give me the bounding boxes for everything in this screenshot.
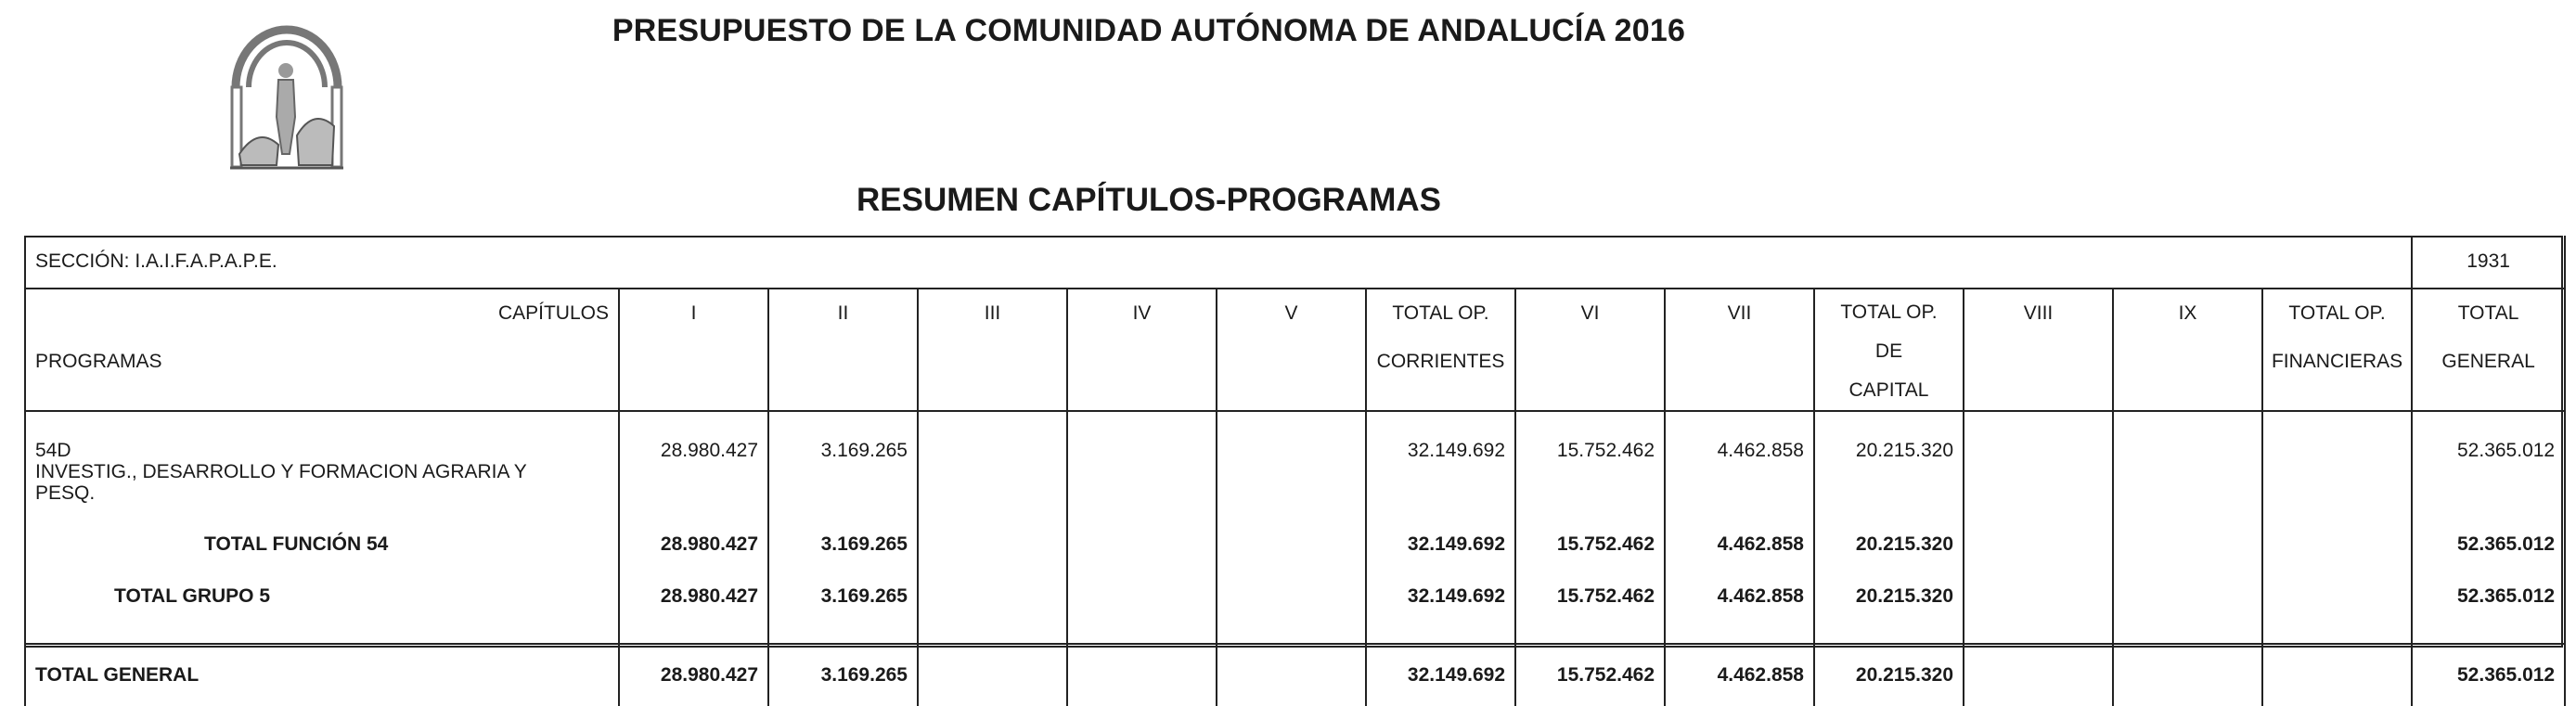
program-total-general: 52.365.012 xyxy=(2412,411,2565,506)
total-funcion-total-general: 52.365.012 xyxy=(2412,506,2565,558)
table-row xyxy=(25,411,2565,506)
program-total-corrientes: 32.149.692 xyxy=(1366,411,1515,506)
total-grupo-vii: 4.462.858 xyxy=(1665,558,1814,610)
total-grupo-i: 28.980.427 xyxy=(619,558,768,610)
header-v: V xyxy=(1217,289,1366,411)
spacer-row xyxy=(25,610,2565,644)
header-viii: VIII xyxy=(1964,289,2113,411)
header-total-general: TOTAL GENERAL xyxy=(2412,289,2565,411)
budget-table xyxy=(24,236,2566,706)
header-i: I xyxy=(619,289,768,411)
total-grupo-label: TOTAL GRUPO 5 xyxy=(25,558,619,610)
program-vii: 4.462.858 xyxy=(1665,411,1814,506)
section-row xyxy=(25,236,2565,289)
total-general-vi: 15.752.462 xyxy=(1515,644,1665,706)
page-title: PRESUPUESTO DE LA COMUNIDAD AUTÓNOMA DE ANDALUCÍA 2016 xyxy=(612,13,1686,48)
program-cell xyxy=(25,411,619,506)
page-subtitle: RESUMEN CAPÍTULOS-PROGRAMAS xyxy=(856,182,1442,218)
total-funcion-ii: 3.169.265 xyxy=(768,506,918,558)
column-header-row xyxy=(25,289,2565,411)
header-total-corrientes: TOTAL OP. CORRIENTES xyxy=(1366,289,1515,411)
program-name: INVESTIG., DESARROLLO Y FORMACION AGRARIA Y PESQ. xyxy=(35,461,527,504)
total-funcion-label: TOTAL FUNCIÓN 54 xyxy=(25,506,619,558)
section-code: 1931 xyxy=(2412,236,2565,289)
total-grupo-total-corrientes: 32.149.692 xyxy=(1366,558,1515,610)
header-vii: VII xyxy=(1665,289,1814,411)
total-general-total-general: 52.365.012 xyxy=(2412,644,2565,706)
program-code: 54D xyxy=(35,440,71,461)
total-general-row xyxy=(25,644,2565,706)
header-ii: II xyxy=(768,289,918,411)
header-capitulos: CAPÍTULOS xyxy=(497,302,609,324)
table-row xyxy=(25,558,2565,610)
program-i: 28.980.427 xyxy=(619,411,768,506)
total-grupo-total-capital: 20.215.320 xyxy=(1814,558,1964,610)
total-general-total-corrientes: 32.149.692 xyxy=(1366,644,1515,706)
total-funcion-total-capital: 20.215.320 xyxy=(1814,506,1964,558)
header-iii: III xyxy=(918,289,1067,411)
total-general-vii: 4.462.858 xyxy=(1665,644,1814,706)
header-ix: IX xyxy=(2113,289,2262,411)
total-grupo-total-general: 52.365.012 xyxy=(2412,558,2565,610)
total-grupo-ii: 3.169.265 xyxy=(768,558,918,610)
table-row xyxy=(25,506,2565,558)
program-total-capital: 20.215.320 xyxy=(1814,411,1964,506)
section-label: SECCIÓN: I.A.I.F.A.P.A.P.E. xyxy=(25,236,2412,289)
header-programas: PROGRAMAS xyxy=(35,351,162,372)
program-vi: 15.752.462 xyxy=(1515,411,1665,506)
total-grupo-vi: 15.752.462 xyxy=(1515,558,1665,610)
total-funcion-i: 28.980.427 xyxy=(619,506,768,558)
header-iv: IV xyxy=(1067,289,1217,411)
total-general-ii: 3.169.265 xyxy=(768,644,918,706)
header-programas-cell xyxy=(25,289,619,411)
header-total-capital: TOTAL OP. DE CAPITAL xyxy=(1814,289,1964,411)
total-funcion-total-corrientes: 32.149.692 xyxy=(1366,506,1515,558)
total-general-total-capital: 20.215.320 xyxy=(1814,644,1964,706)
total-funcion-vii: 4.462.858 xyxy=(1665,506,1814,558)
program-ii: 3.169.265 xyxy=(768,411,918,506)
total-funcion-vi: 15.752.462 xyxy=(1515,506,1665,558)
header-vi: VI xyxy=(1515,289,1665,411)
header-total-financieras: TOTAL OP. FINANCIERAS xyxy=(2262,289,2412,411)
total-general-i: 28.980.427 xyxy=(619,644,768,706)
total-general-label: TOTAL GENERAL xyxy=(25,644,619,706)
